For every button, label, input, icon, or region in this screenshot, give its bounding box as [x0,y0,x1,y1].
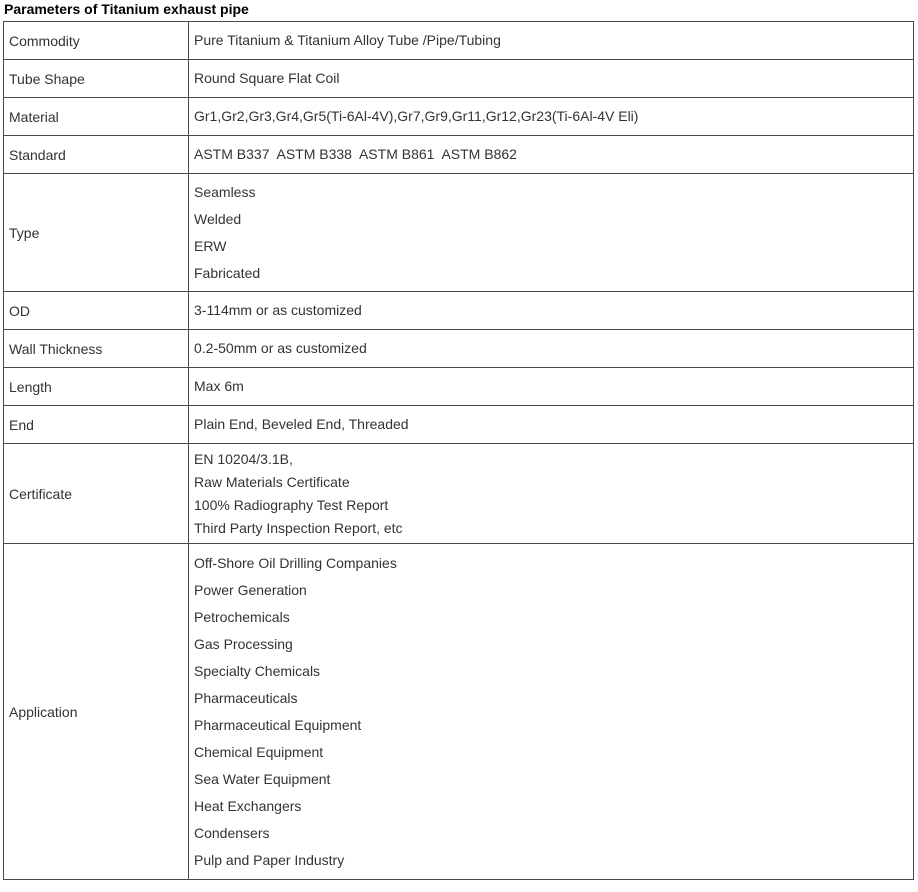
value-line: Specialty Chemicals [194,662,321,679]
value-line: Chemical Equipment [194,743,324,760]
value-line: Plain End, Beveled End, Threaded [194,416,409,432]
table-title: Parameters of Titanium exhaust pipe [4,1,249,17]
row-value [189,98,914,136]
table-row-type [4,174,914,292]
value-line: Round Square Flat Coil [194,70,340,86]
value-line: Gas Processing [194,635,293,652]
row-label: Wall Thickness [4,330,189,368]
table-row-tube-shape [4,60,914,98]
value-line: Pure Titanium & Titanium Alloy Tube /Pipe/Tubing [194,32,501,48]
row-label: Length [4,368,189,406]
row-value [189,60,914,98]
row-value [189,444,914,544]
row-label: Certificate [4,444,189,544]
value-line: 0.2-50mm or as customized [194,340,367,356]
row-value [189,22,914,60]
value-line: ERW [194,237,227,254]
row-label: Application [4,544,189,880]
table-row-end [4,406,914,444]
table-row-application [4,544,914,880]
row-value [189,136,914,174]
row-value [189,174,914,292]
row-label: Tube Shape [4,60,189,98]
value-line: Off-Shore Oil Drilling Companies [194,554,397,571]
table-row-od [4,292,914,330]
table-row-certificate [4,444,914,544]
value-line: Power Generation [194,581,307,598]
parameters-table [3,21,914,880]
value-line: Heat Exchangers [194,797,302,814]
value-line: Gr1,Gr2,Gr3,Gr4,Gr5(Ti-6Al-4V),Gr7,Gr9,Gr11,Gr12,Gr23(Ti-6Al-4V Eli) [194,108,639,124]
row-label: Standard [4,136,189,174]
value-line: Pharmaceutical Equipment [194,716,362,733]
value-line: 3-114mm or as customized [194,302,362,318]
row-value [189,406,914,444]
value-line: Sea Water Equipment [194,770,331,787]
value-line: Condensers [194,824,270,841]
row-label: Commodity [4,22,189,60]
row-label: Type [4,174,189,292]
value-line: Welded [194,210,242,227]
table-row-material [4,98,914,136]
row-label: Material [4,98,189,136]
value-line: Max 6m [194,378,244,394]
value-line: Pharmaceuticals [194,689,298,706]
table-row-wall-thickness [4,330,914,368]
row-value [189,330,914,368]
row-value [189,368,914,406]
row-label: End [4,406,189,444]
row-value [189,292,914,330]
value-line: EN 10204/3.1B, [194,450,293,467]
value-line: Raw Materials Certificate [194,473,350,490]
table-row-standard [4,136,914,174]
table-row-commodity [4,22,914,60]
table-row-length [4,368,914,406]
value-line: Fabricated [194,264,261,281]
value-line: ASTM B337 ASTM B338 ASTM B861 ASTM B862 [194,146,517,162]
value-line: Petrochemicals [194,608,290,625]
value-line: Pulp and Paper Industry [194,851,345,868]
value-line: Third Party Inspection Report, etc [194,519,403,536]
value-line: 100% Radiography Test Report [194,496,389,513]
row-value [189,544,914,880]
value-line: Seamless [194,183,256,200]
row-label: OD [4,292,189,330]
